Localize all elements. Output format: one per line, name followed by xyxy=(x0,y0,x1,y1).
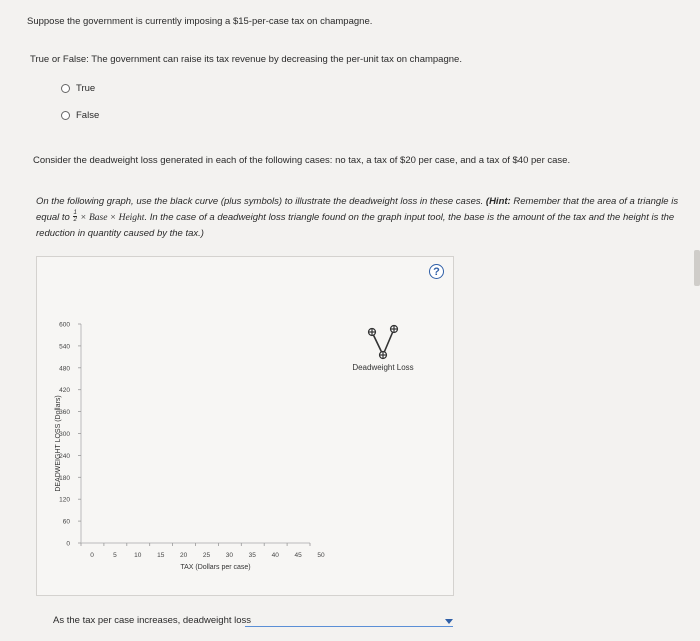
x-tick-label: 0 xyxy=(90,552,94,559)
area-formula: × Base × Height xyxy=(77,212,145,223)
deadweight-trend-select[interactable] xyxy=(245,626,453,627)
x-tick-label: 5 xyxy=(113,552,117,559)
y-tick-label: 360 xyxy=(59,409,70,417)
option-true[interactable] xyxy=(61,83,95,94)
x-tick-label: 10 xyxy=(134,552,142,559)
x-tick-label: 15 xyxy=(157,552,165,559)
radio-true[interactable] xyxy=(61,84,70,93)
deadweight-trend-select-value[interactable] xyxy=(250,615,440,626)
help-icon[interactable]: ? xyxy=(429,264,444,279)
x-tick-label: 25 xyxy=(202,552,211,559)
true-false-statement: True or False: The government can raise its tax revenue by decreasing the per-unit tax on champagne. xyxy=(30,54,462,65)
y-tick-label: 0 xyxy=(66,540,70,548)
option-false[interactable] xyxy=(61,110,99,121)
x-tick-label: 30 xyxy=(225,552,234,559)
instructions-part-c: . In the case of a deadweight loss triangle found on the graph input tool, the base is the amount of the tax and the height is the reduction in quantity caused by the tax.) xyxy=(36,211,675,239)
instructions-part-b: Remember that the area of a triangle is equal to xyxy=(36,196,679,223)
y-tick-label: 600 xyxy=(59,321,70,329)
question-prompt: Suppose the government is currently imposing a $15-per-case tax on champagne. xyxy=(27,16,373,27)
x-axis-label: TAX (Dollars per case) xyxy=(180,564,251,571)
hint-label: (Hint: xyxy=(485,196,511,207)
legend-plus-marker[interactable] xyxy=(369,329,376,336)
legend-label: Deadweight Loss xyxy=(352,363,414,372)
y-tick-label: 300 xyxy=(59,431,70,438)
y-tick-label: 120 xyxy=(59,496,70,504)
instructions-part-a: On the following graph, use the black curve (plus symbols) to illustrate the deadweight loss in these cases. xyxy=(36,196,486,207)
legend-plus-marker[interactable] xyxy=(380,352,387,359)
y-tick-label: 540 xyxy=(59,343,70,351)
y-tick-label: 60 xyxy=(62,518,70,526)
legend-plus-marker[interactable] xyxy=(391,326,398,333)
y-axis-label: DEADWEIGHT LOSS (Dollars) xyxy=(55,395,62,492)
y-tick-label: 420 xyxy=(59,387,70,395)
consider-text: Consider the deadweight loss generated in each of the following cases: no tax, a tax of $20 per case, and a tax of $40 per case. xyxy=(33,155,571,166)
x-tick-label: 50 xyxy=(317,552,325,559)
graph-instructions xyxy=(36,194,688,242)
option-false-label: False xyxy=(76,110,100,121)
x-tick-label: 35 xyxy=(248,552,256,559)
bottom-question: As the tax per case increases, deadweight loss xyxy=(53,615,252,626)
option-true-label: True xyxy=(76,83,96,94)
y-tick-label: 480 xyxy=(59,365,70,373)
graph-panel xyxy=(36,256,454,596)
y-tick-label: 180 xyxy=(59,474,70,482)
x-tick-label: 45 xyxy=(294,552,302,559)
one-half-fraction xyxy=(73,210,76,223)
y-tick-label: 240 xyxy=(59,452,70,460)
x-tick-label: 20 xyxy=(179,552,188,559)
scrollbar-thumb[interactable] xyxy=(694,250,700,286)
chevron-down-icon[interactable] xyxy=(445,619,453,624)
radio-false[interactable] xyxy=(61,111,70,120)
x-tick-label: 40 xyxy=(271,552,279,559)
fraction-numerator: 1 xyxy=(73,210,77,217)
fraction-denominator: 2 xyxy=(73,217,77,224)
